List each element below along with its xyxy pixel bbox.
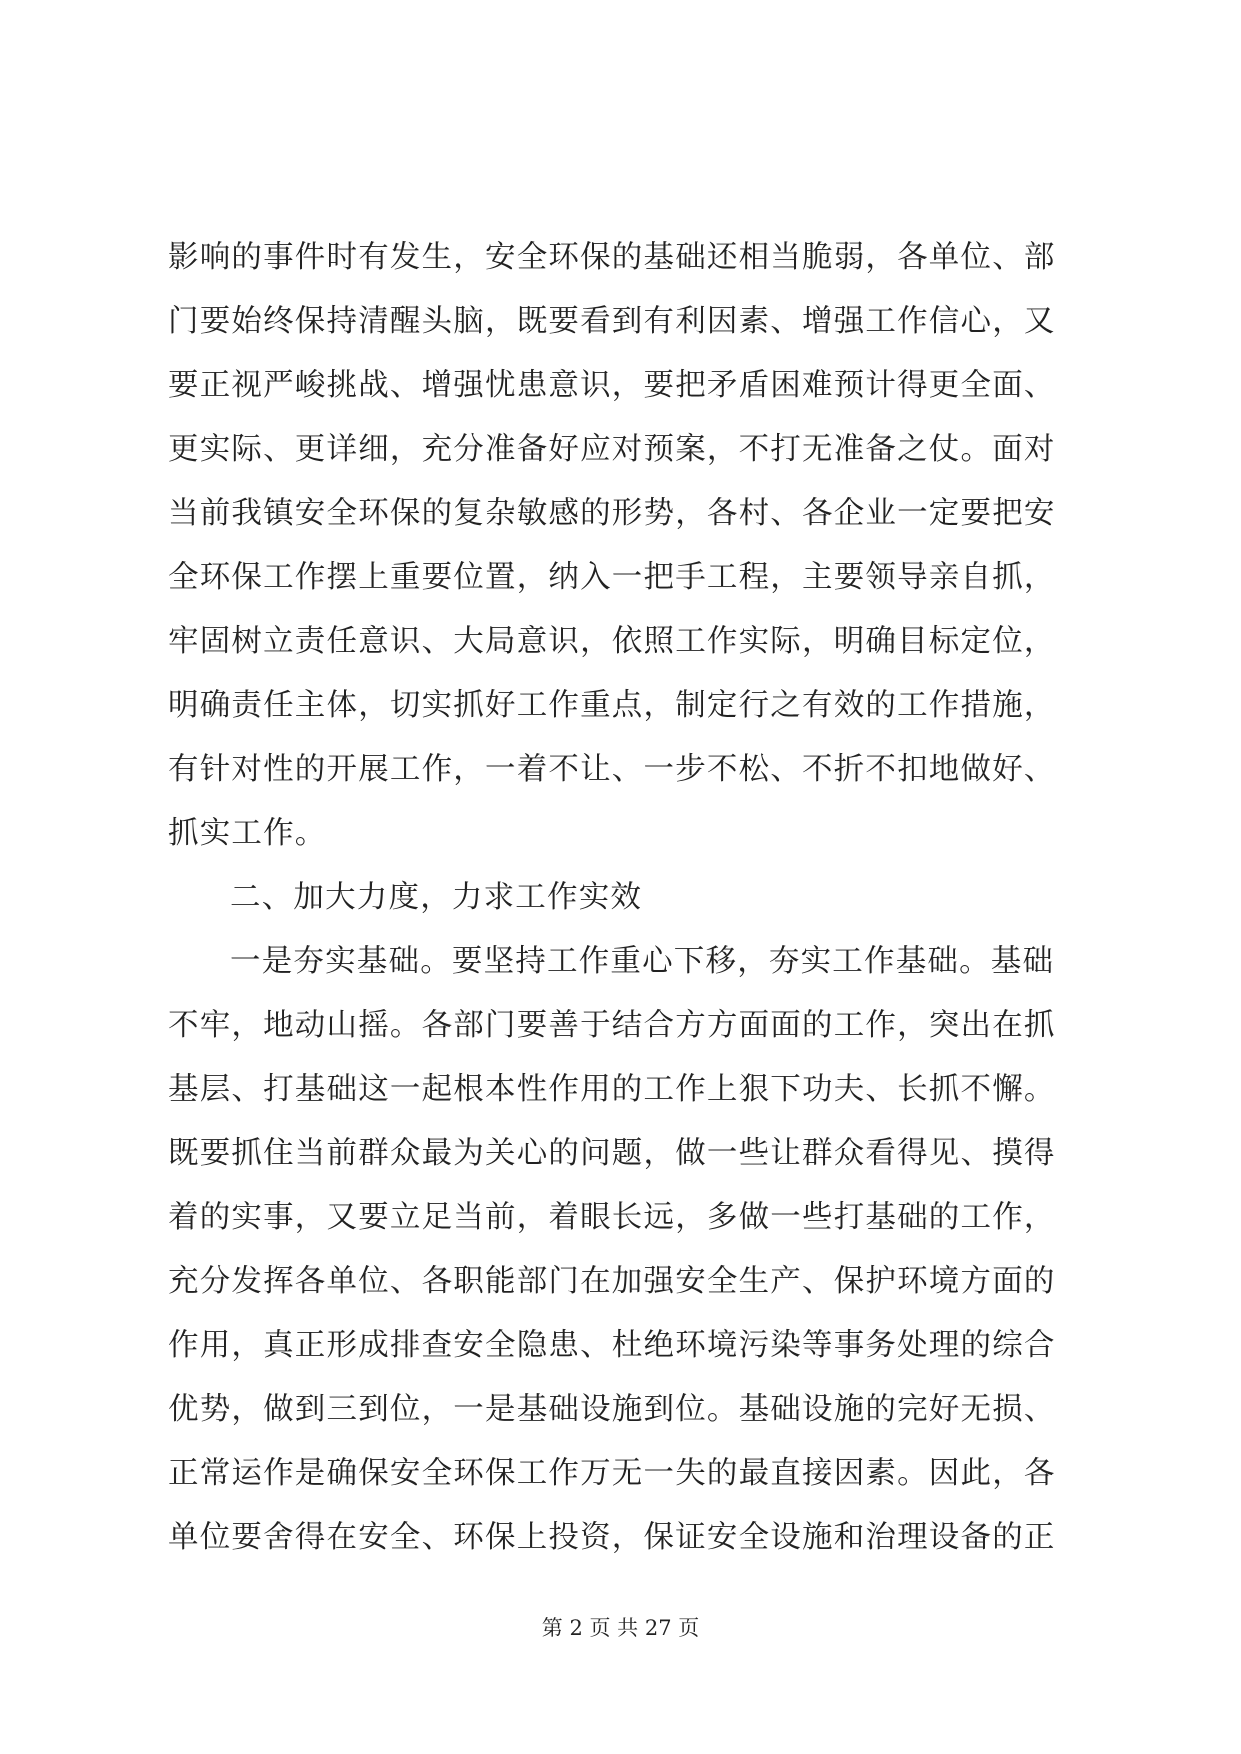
body-line: 抓实工作。	[168, 816, 327, 851]
body-line: 门要始终保持清醒头脑，既要看到有利因素、增强工作信心，又	[168, 304, 1056, 339]
body-line: 优势，做到三到位，一是基础设施到位。基础设施的完好无损、	[168, 1392, 1056, 1427]
body-line: 当前我镇安全环保的复杂敏感的形势，各村、各企业一定要把安	[168, 496, 1056, 531]
page-number-footer: 第 2 页 共 27 页	[541, 1616, 700, 1640]
body-line: 不牢，地动山摇。各部门要善于结合方方面面的工作，突出在抓	[168, 1008, 1056, 1043]
body-line: 牢固树立责任意识、大局意识，依照工作实际，明确目标定位，	[168, 624, 1056, 659]
body-line: 作用，真正形成排查安全隐患、杜绝环境污染等事务处理的综合	[168, 1328, 1056, 1363]
body-line: 着的实事，又要立足当前，着眼长远，多做一些打基础的工作，	[168, 1200, 1056, 1235]
document-body	[168, 226, 1088, 1570]
body-line: 更实际、更详细，充分准备好应对预案，不打无准备之仗。面对	[168, 432, 1056, 467]
body-line: 基层、打基础这一起根本性作用的工作上狠下功夫、长抓不懈。	[168, 1072, 1056, 1107]
body-line: 有针对性的开展工作，一着不让、一步不松、不折不扣地做好、	[168, 752, 1056, 787]
body-line: 明确责任主体，切实抓好工作重点，制定行之有效的工作措施，	[168, 688, 1056, 723]
body-line: 正常运作是确保安全环保工作万无一失的最直接因素。因此，各	[168, 1456, 1056, 1491]
body-line: 充分发挥各单位、各职能部门在加强安全生产、保护环境方面的	[168, 1264, 1056, 1299]
body-line: 既要抓住当前群众最为关心的问题，做一些让群众看得见、摸得	[168, 1136, 1056, 1171]
body-line: 要正视严峻挑战、增强忧患意识，要把矛盾困难预计得更全面、	[168, 368, 1056, 403]
paragraph-first-line: 一是夯实基础。要坚持工作重心下移，夯实工作基础。基础	[230, 944, 1055, 979]
body-line: 单位要舍得在安全、环保上投资，保证安全设施和治理设备的正	[168, 1520, 1056, 1555]
section-heading: 二、加大力度，力求工作实效	[230, 880, 643, 915]
body-line: 影响的事件时有发生，安全环保的基础还相当脆弱，各单位、部	[168, 240, 1056, 275]
body-line: 全环保工作摆上重要位置，纳入一把手工程，主要领导亲自抓，	[168, 560, 1056, 595]
